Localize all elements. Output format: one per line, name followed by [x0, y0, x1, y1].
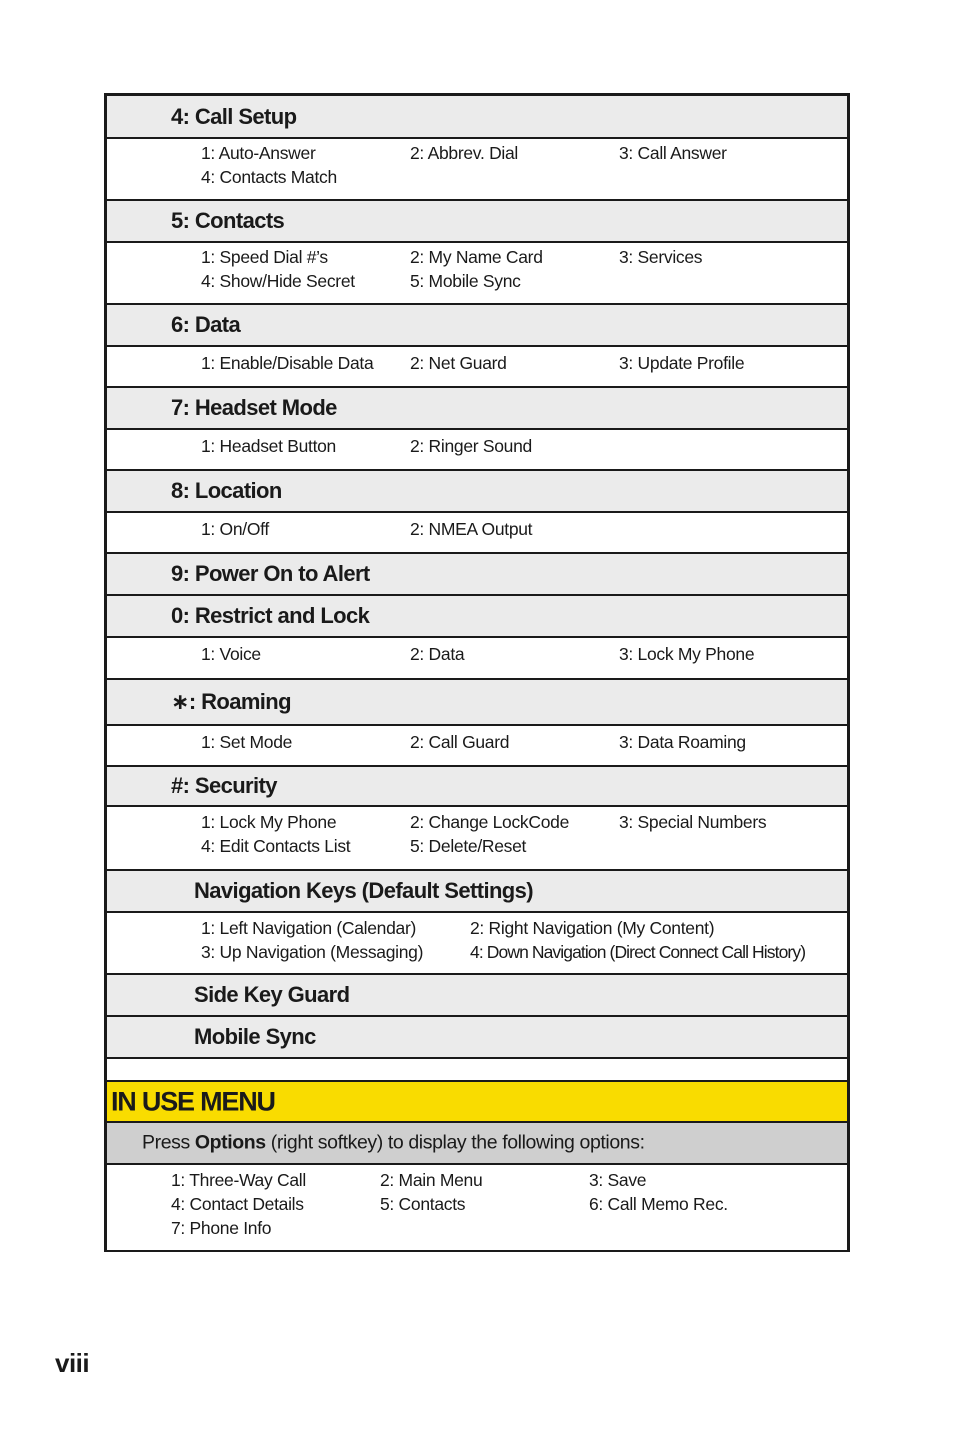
- menu-item: 2: Abbrev. Dial: [410, 143, 519, 163]
- section-title: ∗: Roaming: [171, 689, 291, 714]
- section-header-security: [107, 767, 847, 807]
- section-title: 6: Data: [171, 312, 241, 337]
- section-title: #: Security: [171, 773, 277, 798]
- section-items-call-setup: [107, 139, 847, 201]
- section-header-power-on-to-alert: [107, 554, 847, 596]
- menu-item: 5: Mobile Sync: [410, 271, 521, 291]
- section-header-headset-mode: [107, 388, 847, 430]
- menu-item: 3: Lock My Phone: [619, 644, 755, 664]
- menu-item: 1: On/Off: [201, 519, 269, 539]
- section-title: 5: Contacts: [171, 208, 285, 233]
- section-items-data: [107, 347, 847, 388]
- menu-item: 3: Special Numbers: [619, 812, 767, 832]
- section-items-navigation-keys: [107, 913, 847, 975]
- section-title: Navigation Keys (Default Settings): [194, 878, 533, 903]
- menu-item: 2: Change LockCode: [410, 812, 570, 832]
- menu-item: 1: Enable/Disable Data: [201, 353, 374, 373]
- menu-item: 4: Show/Hide Secret: [201, 271, 355, 291]
- section-header-side-key-guard: [107, 975, 847, 1017]
- menu-item: 2: Right Navigation (My Content): [470, 918, 715, 938]
- menu-item: 2: Net Guard: [410, 353, 507, 373]
- menu-item: 3: Up Navigation (Messaging): [201, 942, 424, 962]
- section-title: 9: Power On to Alert: [171, 561, 370, 586]
- menu-item: 2: Data: [410, 644, 465, 664]
- menu-item: 3: Update Profile: [619, 353, 745, 373]
- in-use-menu-items: [107, 1165, 847, 1250]
- section-title: 7: Headset Mode: [171, 395, 337, 420]
- menu-item: 2: My Name Card: [410, 247, 543, 267]
- section-header-navigation-keys: [107, 871, 847, 913]
- menu-item: 5: Delete/Reset: [410, 836, 527, 856]
- menu-item: 1: Headset Button: [201, 436, 336, 456]
- menu-item: 3: Data Roaming: [619, 732, 746, 752]
- menu-item: 4: Contact Details: [171, 1194, 304, 1214]
- menu-item: 2: Ringer Sound: [410, 436, 532, 456]
- menu-item: 3: Services: [619, 247, 703, 267]
- section-header-mobile-sync: [107, 1017, 847, 1059]
- menu-item: 6: Call Memo Rec.: [589, 1194, 728, 1214]
- section-items-security: [107, 807, 847, 871]
- section-header-call-setup: [107, 96, 847, 139]
- menu-item: 1: Voice: [201, 644, 261, 664]
- section-items-headset-mode: [107, 430, 847, 471]
- menu-item: 4: Contacts Match: [201, 167, 337, 187]
- section-title: Side Key Guard: [194, 982, 350, 1007]
- menu-item: 4: Edit Contacts List: [201, 836, 351, 856]
- menu-item: 1: Auto-Answer: [201, 143, 316, 163]
- page-number: viii: [55, 1348, 90, 1378]
- section-items-restrict-and-lock: [107, 638, 847, 680]
- in-use-menu-instruction: [107, 1123, 847, 1165]
- menu-item: 1: Speed Dial #’s: [201, 247, 328, 267]
- section-header-roaming: [107, 680, 847, 726]
- instruction-options-key: Options: [194, 1131, 266, 1154]
- section-items-contacts: [107, 243, 847, 305]
- in-use-menu-title: IN USE MENU: [111, 1086, 275, 1116]
- section-header-location: [107, 471, 847, 513]
- section-header-data: [107, 305, 847, 347]
- menu-item: 1: Set Mode: [201, 732, 293, 752]
- menu-item: 1: Left Navigation (Calendar): [201, 918, 417, 938]
- section-header-restrict-and-lock: [107, 596, 847, 638]
- section-title: 8: Location: [171, 478, 282, 503]
- menu-item: 4: Down Navigation (Direct Connect Call History): [470, 942, 806, 962]
- section-title: 0: Restrict and Lock: [171, 603, 370, 628]
- menu-item: 1: Three-Way Call: [171, 1170, 306, 1190]
- section-items-roaming: [107, 726, 847, 767]
- menu-item: 2: NMEA Output: [410, 519, 533, 539]
- menu-item: 1: Lock My Phone: [201, 812, 337, 832]
- instruction-suffix: (right softkey) to display the following options:: [265, 1131, 645, 1154]
- menu-item: 2: Main Menu: [380, 1170, 483, 1190]
- menu-item: 2: Call Guard: [410, 732, 510, 752]
- divider-gap: [107, 1059, 847, 1082]
- instruction-prefix: Press: [142, 1131, 195, 1154]
- instruction-text: [142, 1132, 645, 1155]
- in-use-menu-header: [107, 1082, 847, 1123]
- section-title: Mobile Sync: [194, 1024, 316, 1049]
- section-items-location: [107, 513, 847, 554]
- section-header-contacts: [107, 201, 847, 243]
- menu-item: 5: Contacts: [380, 1194, 466, 1214]
- section-title: 4: Call Setup: [171, 103, 297, 129]
- menu-table: [104, 93, 850, 1252]
- menu-item: 3: Save: [589, 1170, 647, 1190]
- menu-item: 7: Phone Info: [171, 1218, 272, 1238]
- menu-item: 3: Call Answer: [619, 143, 727, 163]
